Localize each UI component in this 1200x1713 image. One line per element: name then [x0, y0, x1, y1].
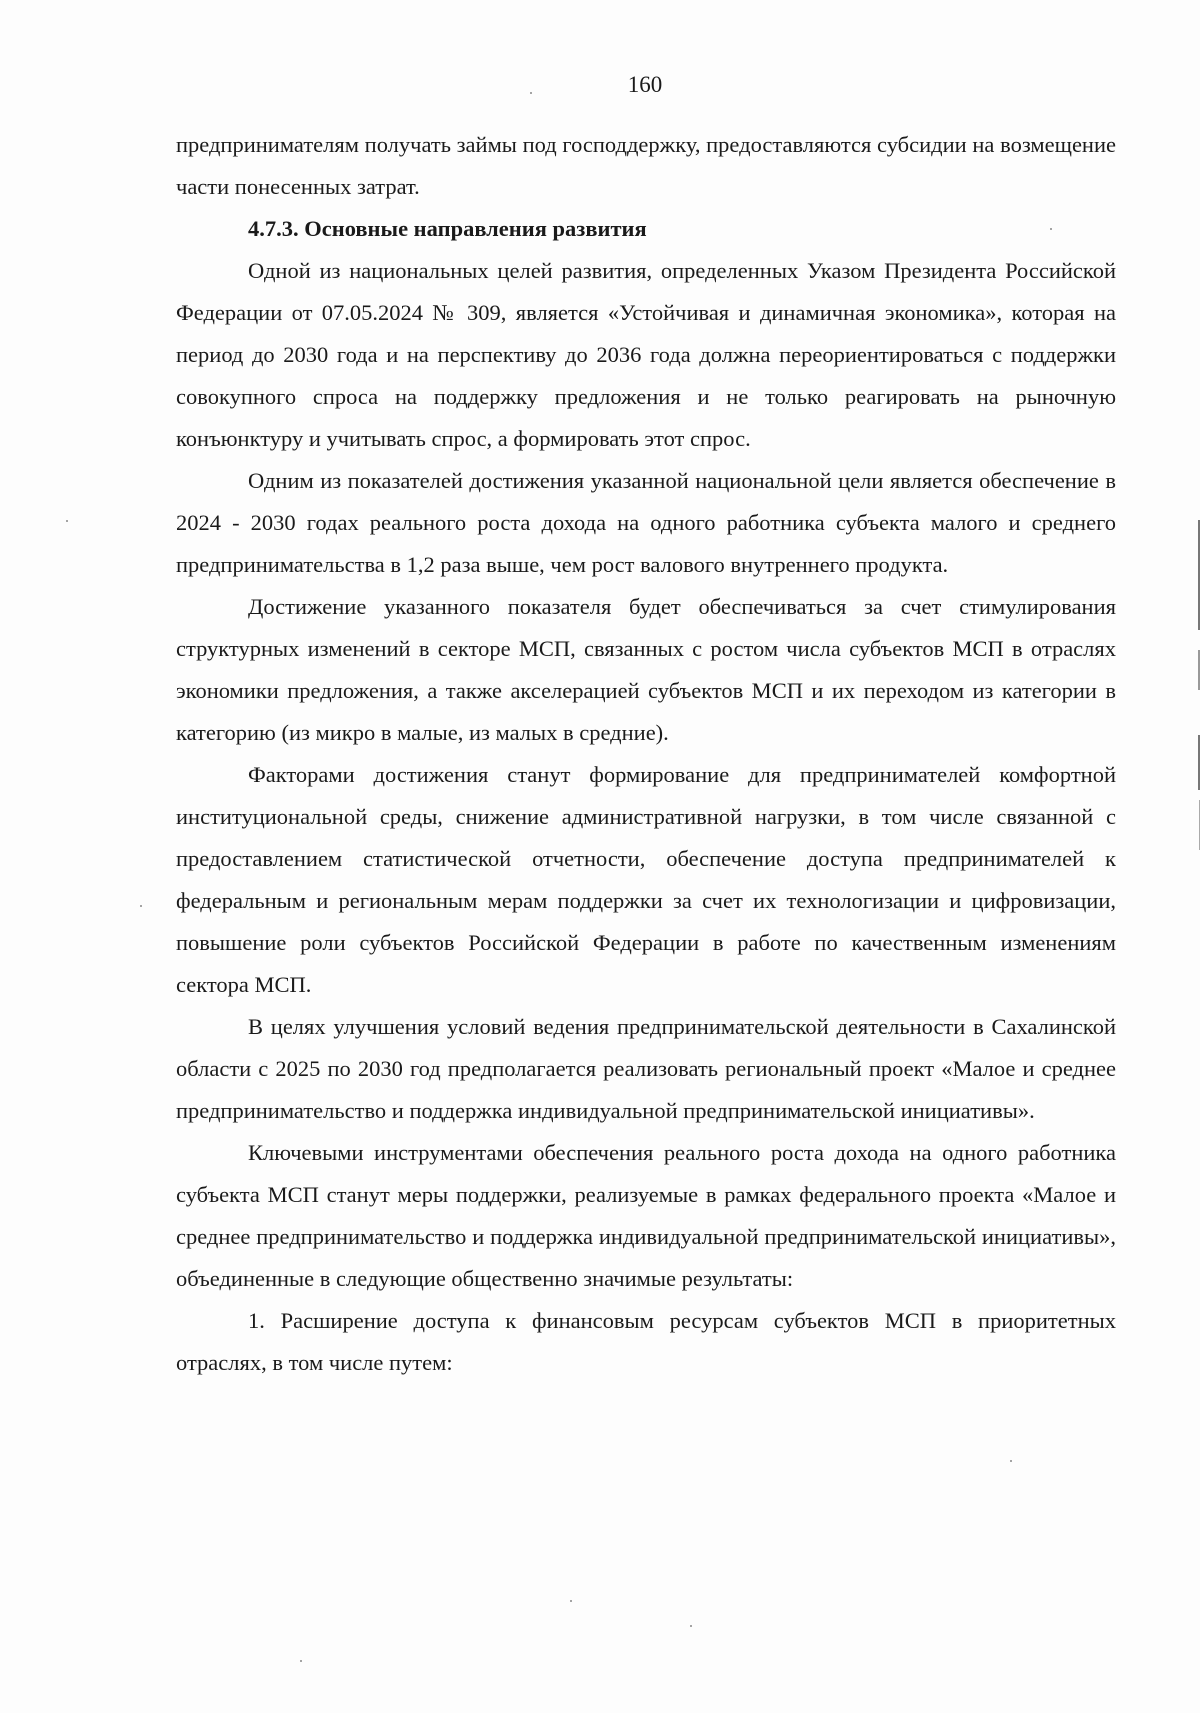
scan-speck [140, 905, 142, 907]
paragraph-national-goal: Одной из национальных целей развития, определенных Указом Президента Российской Федерации от 07.05.2024 № 309, является «Устойчивая и динамичная экономика», которая на период до 2030 года и на перспективу до 2036 года должна переориентироваться с поддержки совокупного спроса на поддержку предложения и не только реагировать на рыночную конъюнктуру и учитывать спрос, а формировать этот спрос. [176, 258, 1116, 451]
document-body [176, 124, 1116, 1384]
scan-speck [570, 1600, 572, 1602]
paragraph-factors: Факторами достижения станут формирование для предпринимателей комфортной институциональной среды, снижение административной нагрузки, в том числе связанной с предоставлением статистической отчетности, обеспечение доступа предпринимателей к федеральным и региональным мерам поддержки за счет их технологизации и цифровизации, повышение роли субъектов Российской Федерации в работе по качественным изменениям сектора МСП. [176, 762, 1116, 997]
scan-speck [1050, 228, 1052, 230]
scan-speck [300, 1660, 302, 1662]
scan-speck [66, 520, 68, 522]
page-number: 160 [627, 72, 663, 97]
scan-speck [1010, 1460, 1012, 1462]
paragraph-indicator: Одним из показателей достижения указанной национальной цели является обеспечение в 2024 - 2030 годах реального роста дохода на одного работника субъекта малого и среднего предпринимательства в 1,2 раза выше, чем рост валового внутреннего продукта. [176, 468, 1116, 577]
list-item-financial-access: 1. Расширение доступа к финансовым ресурсам субъектов МСП в приоритетных отраслях, в том числе путем: [176, 1308, 1116, 1375]
section-heading: 4.7.3. Основные направления развития [248, 216, 647, 241]
paragraph-key-instruments: Ключевыми инструментами обеспечения реального роста дохода на одного работника субъекта МСП станут меры поддержки, реализуемые в рамках федерального проекта «Малое и среднее предпринимательство и поддержка индивидуальной предпринимательской инициативы», объединенные в следующие общественно значимые результаты: [176, 1140, 1116, 1291]
intro-continuation-paragraph: предпринимателям получать займы под господдержку, предоставляются субсидии на возмещение части понесенных затрат. [176, 132, 1116, 199]
scan-speck [690, 1625, 692, 1627]
paragraph-regional-project: В целях улучшения условий ведения предпринимательской деятельности в Сахалинской области с 2025 по 2030 год предполагается реализовать региональный проект «Малое и среднее предпринимательство и поддержка индивидуальной предпринимательской инициативы». [176, 1014, 1116, 1123]
scan-speck [530, 92, 532, 94]
paragraph-structural-changes: Достижение указанного показателя будет обеспечиваться за счет стимулирования структурных изменений в секторе МСП, связанных с ростом числа субъектов МСП в отраслях экономики предложения, а также акселерацией субъектов МСП и их переходом из категории в категорию (из микро в малые, из малых в средние). [176, 594, 1116, 745]
